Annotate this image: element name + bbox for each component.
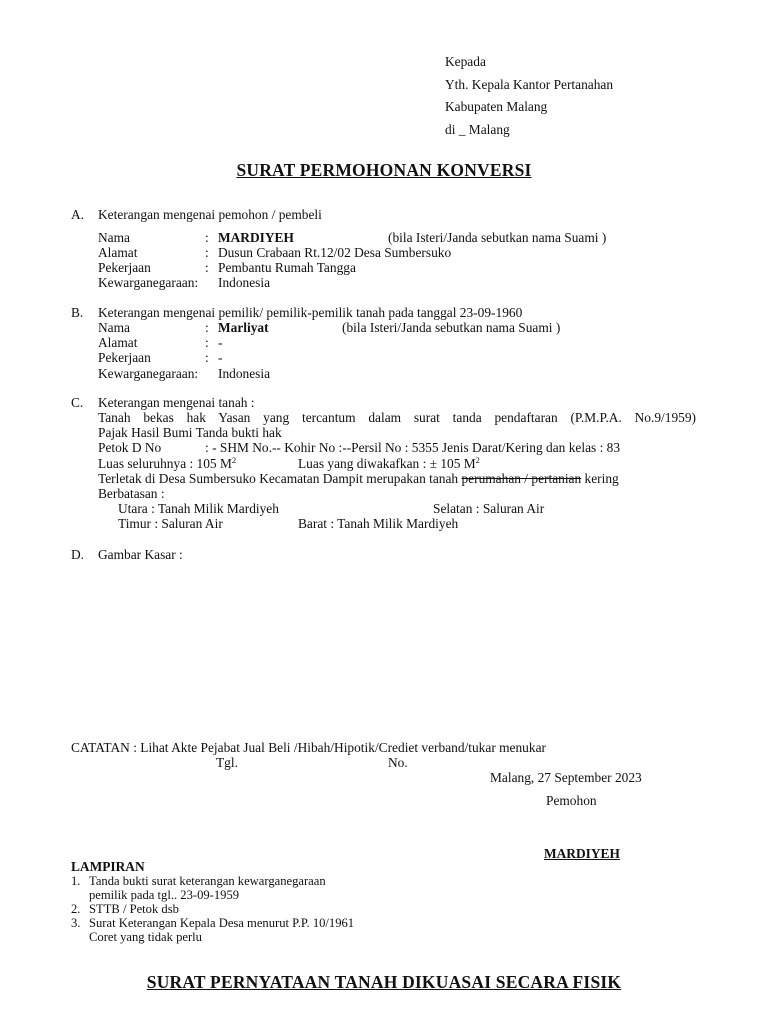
field-label: Alamat: [98, 335, 138, 350]
location-suffix: kering: [584, 471, 619, 486]
endowed-area-sup: 2: [475, 455, 480, 465]
field-colon: :: [205, 320, 209, 335]
land-description-line-1: Tanah bekas hak Yasan yang tercantum dalam surat tanda pendaftaran (P.M.P.A. No.9/1959): [98, 410, 696, 425]
field-label: Alamat: [98, 245, 138, 260]
field-colon: :: [205, 350, 209, 365]
section-c-marker: C.: [71, 395, 84, 410]
field-label: Pekerjaan: [98, 260, 151, 275]
field-value: Dusun Crabaan Rt.12/02 Desa Sumbersuko: [218, 245, 452, 260]
total-area-text: Luas seluruhnya : 105 M: [98, 456, 232, 471]
recipient-line-1: Kepada: [445, 54, 486, 69]
field-label: Nama: [98, 230, 130, 245]
recipient-line-3: Kabupaten Malang: [445, 99, 548, 114]
attachment-text: Coret yang tidak perlu: [89, 930, 202, 944]
section-a-marker: A.: [71, 207, 85, 222]
field-colon: :: [205, 230, 209, 245]
location-prefix: Terletak di Desa Sumbersuko Kecamatan Dampit merupakan tanah: [98, 471, 459, 486]
section-b-heading: Keterangan mengenai pemilik/ pemilik-pemilik tanah pada tanggal 23-09-1960: [98, 305, 523, 320]
field-label: Kewarganegaraan:: [98, 275, 199, 290]
attachments-heading: LAMPIRAN: [71, 859, 145, 874]
attachment-text: STTB / Petok dsb: [89, 902, 179, 916]
field-value: Indonesia: [218, 275, 271, 290]
next-document-title: SURAT PERNYATAAN TANAH DIKUASAI SECARA FISIK: [146, 972, 622, 992]
signer-name: MARDIYEH: [544, 846, 620, 861]
section-d-heading: Gambar Kasar :: [98, 547, 183, 562]
endowed-area-text: Luas yang diwakafkan : ± 105 M: [298, 456, 476, 471]
field-value: Pembantu Rumah Tangga: [218, 260, 356, 275]
borders-heading: Berbatasan :: [98, 486, 165, 501]
field-note: (bila Isteri/Janda sebutkan nama Suami ): [388, 230, 607, 245]
document-title: SURAT PERMOHONAN KONVERSI: [236, 160, 532, 180]
notes-text: CATATAN : Lihat Akte Pejabat Jual Beli /Hibah/Hipotik/Crediet verband/tukar menukar: [71, 740, 546, 755]
field-colon: :: [205, 335, 209, 350]
notes-number-label: No.: [388, 755, 408, 770]
border-east: Timur : Saluran Air: [118, 516, 223, 531]
attachment-text: pemilik pada tgl.. 23-09-1959: [89, 888, 240, 902]
total-area: [98, 457, 236, 470]
location-line: [98, 472, 619, 485]
field-label: Nama: [98, 320, 130, 335]
owner-name: Marliyat: [218, 320, 269, 335]
field-label: Kewarganegaraan:: [98, 366, 199, 381]
border-north: Utara : Tanah Milik Mardiyeh: [118, 501, 279, 516]
field-value: Indonesia: [218, 366, 271, 381]
petok-label: Petok D No: [98, 440, 162, 455]
applicant-name: MARDIYEH: [218, 230, 294, 245]
total-area-sup: 2: [231, 455, 237, 465]
section-c-heading: Keterangan mengenai tanah :: [98, 395, 255, 410]
attachment-text: Surat Keterangan Kepala Desa menurut P.P. 10/1961: [89, 916, 355, 930]
attachment-number: 2.: [71, 902, 81, 916]
land-description-line-2: Pajak Hasil Bumi Tanda bukti hak: [98, 425, 282, 440]
signer-role: Pemohon: [546, 793, 597, 808]
field-colon: :: [205, 260, 209, 275]
place-date: Malang, 27 September 2023: [490, 770, 642, 785]
location-struck: perumahan / pertanian: [461, 471, 582, 486]
petok-value: : - SHM No.-- Kohir No :--Persil No : 5355 Jenis Darat/Kering dan kelas : 83: [205, 440, 621, 455]
attachment-text: Tanda bukti surat keterangan kewarganegaraan: [89, 874, 326, 888]
border-south: Selatan : Saluran Air: [433, 501, 545, 516]
recipient-line-4: di _ Malang: [445, 122, 510, 137]
attachment-number: 1.: [71, 874, 81, 888]
endowed-area: [298, 457, 480, 470]
notes-date-label: Tgl.: [216, 755, 238, 770]
field-label: Pekerjaan: [98, 350, 151, 365]
border-west: Barat : Tanah Milik Mardiyeh: [298, 516, 459, 531]
field-colon: :: [205, 245, 209, 260]
section-d-marker: D.: [71, 547, 85, 562]
field-value: -: [218, 350, 223, 365]
field-value: -: [218, 335, 223, 350]
field-note: (bila Isteri/Janda sebutkan nama Suami ): [342, 320, 561, 335]
section-a-heading: Keterangan mengenai pemohon / pembeli: [98, 207, 322, 222]
section-b-marker: B.: [71, 305, 84, 320]
recipient-line-2: Yth. Kepala Kantor Pertanahan: [445, 77, 614, 92]
attachment-number: 3.: [71, 916, 81, 930]
